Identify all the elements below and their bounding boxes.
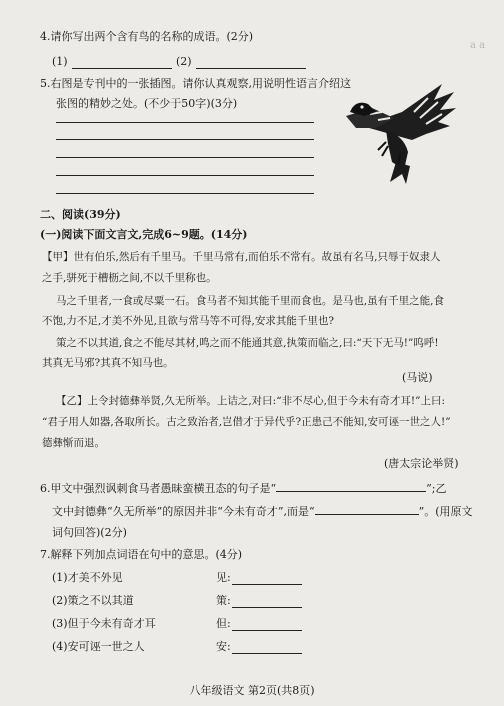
passage-a-line-5: 策之不以其道,食之不能尽其材,鸣之而不能通其意,执策而临之,曰:“天下无马!”呜呼! [56, 337, 439, 349]
passage-a-line-3: 马之千里者,一食或尽粟一石。食马者不知其能千里而食也。是马也,虽有千里之能,食 [56, 295, 445, 307]
q7-item-3-answer[interactable] [232, 630, 302, 631]
passage-b-line-3: 德彝惭而退。 [42, 437, 105, 449]
q5-answer-line-5[interactable] [56, 193, 314, 194]
q7-item-3-phrase: (3)但于今未有奇才耳 [52, 617, 156, 630]
passage-b-source: (唐太宗论举贤) [384, 457, 459, 470]
q5-answer-line-1[interactable] [56, 122, 314, 123]
passage-a-source: (马说) [402, 371, 433, 384]
page-footer: 八年级语文 第2页(共8页) [189, 684, 315, 697]
q7-item-4-answer[interactable] [232, 653, 302, 654]
passage-b-line-2: “君子用人如器,各取所长。古之致治者,岂借才于异代乎?正患己不能知,安可诬一世之人!” [42, 416, 451, 428]
passage-a-line-6: 其真无马邪?其真不知马也。 [42, 357, 174, 369]
q7-item-4-phrase: (4)安可诬一世之人 [52, 640, 145, 653]
q5-answer-line-2[interactable] [56, 139, 314, 140]
section-2-title: 二、阅读(39分) [40, 208, 121, 221]
q5-prompt-line-2: 张图的精妙之处。(不少于50字)(3分) [56, 97, 238, 110]
reading-part-1-heading: (一)阅读下面文言文,完成6~9题。(14分) [40, 228, 248, 241]
q7-item-2-word: 策: [216, 594, 231, 607]
passage-b-line-1: 【乙】上令封德彝举贤,久无所举。上诘之,对曰:“非不尽心,但于今未有奇才耳!”上曰: [56, 395, 446, 407]
q5-answer-line-3[interactable] [56, 157, 314, 158]
q7-item-4-word: 安: [216, 640, 231, 653]
q6-line-3: 词句回答)(2分) [52, 526, 127, 539]
q4-prompt: 4.请你写出两个含有鸟的名称的成语。(2分) [40, 30, 254, 43]
q5-prompt-line-1: 5.右图是专刊中的一张插图。请你认真观察,用说明性语言介绍这 [40, 77, 351, 90]
q7-prompt: 7.解释下列加点词语在句中的意思。(4分) [40, 548, 243, 561]
q6-answer-blank-2[interactable] [315, 503, 419, 515]
q7-item-1-word: 见: [216, 571, 231, 584]
q6-prompt-part-4: ”。(用原文 [418, 505, 473, 518]
q6-line-2 [52, 503, 473, 519]
q7-item-2-phrase: (2)策之不以其道 [52, 594, 134, 607]
q4-answer-line-2[interactable] [196, 68, 306, 69]
q7-item-2-answer[interactable] [232, 607, 302, 608]
passage-a-line-4: 不饱,力不足,才美不外见,且欲与常马等不可得,安求其能千里也? [42, 315, 334, 327]
q4-blank-2-label: (2) [176, 55, 192, 68]
q4-blank-1-label: (1) [52, 55, 68, 68]
q6-answer-blank-1[interactable] [276, 480, 426, 492]
q6-prompt-part-1: 6.甲文中强烈讽刺食马者愚昧蛮横丑态的句子是“ [40, 482, 277, 495]
q6-line-1 [40, 480, 446, 496]
q6-prompt-part-3: 文中封德彝“久无所举”的原因并非“今未有奇才”,而是“ [52, 505, 315, 518]
q7-item-3-word: 但: [216, 617, 231, 630]
q7-item-1-phrase: (1)才美不外见 [52, 571, 123, 584]
q6-prompt-part-2: ”;乙 [426, 482, 447, 495]
q5-answer-line-4[interactable] [56, 175, 314, 176]
passage-a-line-1: 【甲】世有伯乐,然后有千里马。千里马常有,而伯乐不常有。故虽有名马,只辱于奴隶人 [42, 251, 441, 263]
q4-answer-line-1[interactable] [72, 68, 172, 69]
q7-item-1-answer[interactable] [232, 584, 302, 585]
bleed-through-text: a a [470, 40, 486, 51]
passage-a-line-2: 之手,骈死于槽枥之间,不以千里称也。 [42, 272, 217, 284]
eagle-illustration [342, 78, 460, 186]
